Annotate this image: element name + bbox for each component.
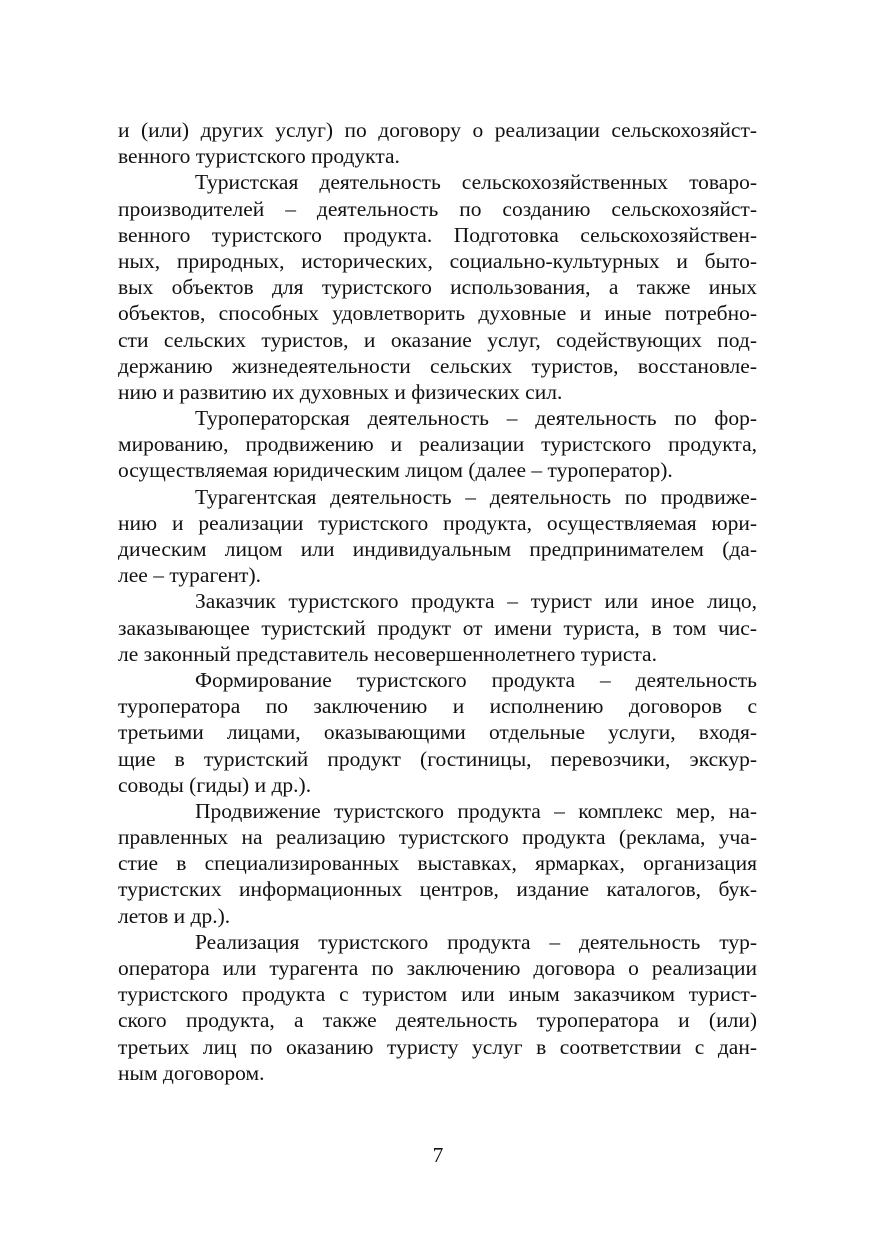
text-line: венного туристского продукта. Подготовка сельскохозяйствен- <box>118 222 757 247</box>
text-line: ле законный представитель несовершеннолетнего туриста. <box>118 641 657 666</box>
text-line: Реализация туристского продукта – деятельность тур- <box>195 929 757 954</box>
text-line: и (или) других услуг) по договору о реализации сельскохозяйст- <box>118 118 757 142</box>
text-line: туристских информационных центров, издание каталогов, бук- <box>118 877 757 902</box>
text-line: нию и реализации туристского продукта, осуществляемая юри- <box>118 510 757 535</box>
text-line: лее – турагент). <box>118 563 261 588</box>
text-line: щие в туристский продукт (гостиницы, перевозчики, экскур- <box>118 746 757 771</box>
text-line: Формирование туристского продукта – деятельность <box>195 667 757 692</box>
text-line: ным договором. <box>118 1060 265 1085</box>
paragraph <box>118 169 757 405</box>
text-line: осуществляемая юридическим лицом (далее – туроператор). <box>118 458 673 483</box>
text-line: сти сельских туристов, и оказание услуг, содействующих под- <box>118 327 757 352</box>
text-line: летов и др.). <box>118 903 231 928</box>
text-line: третьих лиц по оказанию туристу услуг в соответствии с дан- <box>118 1034 757 1059</box>
text-line: производителей – деятельность по созданию сельскохозяйст- <box>118 196 757 221</box>
paragraph <box>118 405 757 484</box>
text-line: Турагентская деятельность – деятельность по продвиже- <box>195 484 757 509</box>
text-line: Туроператорская деятельность – деятельность по фор- <box>195 406 757 431</box>
text-line: ского продукта, а также деятельность туроператора и (или) <box>118 1008 757 1033</box>
text-line: дическим лицом или индивидуальным предпринимателем (да- <box>118 537 757 561</box>
text-line: туроператора по заключению и исполнению договоров с <box>118 694 757 719</box>
text-line: правленных на реализацию туристского продукта (реклама, уча- <box>118 825 757 850</box>
text-line: нию и развитию их духовных и физических сил. <box>118 379 563 404</box>
paragraph <box>118 588 757 667</box>
text-line: туристского продукта с туристом или иным заказчиком турист- <box>118 982 757 1007</box>
text-line: Продвижение туристского продукта – комплекс мер, на- <box>195 798 757 823</box>
text-line: Заказчик туристского продукта – турист или иное лицо, <box>195 589 757 614</box>
text-line: соводы (гиды) и др.). <box>118 772 312 797</box>
paragraph <box>118 929 757 1086</box>
text-line: стие в специализированных выставках, ярмарках, организация <box>118 851 757 876</box>
text-line: держанию жизнедеятельности сельских туристов, восстановле- <box>118 353 757 378</box>
page-body <box>118 117 757 1086</box>
text-line: объектов, способных удовлетворить духовные и иные потребно- <box>118 301 757 326</box>
text-line: заказывающее туристский продукт от имени туриста, в том чис- <box>118 615 757 640</box>
paragraph <box>118 667 757 798</box>
text-line: вых объектов для туристского использования, а также иных <box>118 275 757 300</box>
text-line: ных, природных, исторических, социально-культурных и быто- <box>118 248 757 273</box>
paragraph <box>118 484 757 589</box>
page-number: 7 <box>432 1143 444 1167</box>
text-line: венного туристского продукта. <box>118 144 400 169</box>
text-line: Туристская деятельность сельскохозяйственных товаро- <box>195 170 757 195</box>
text-line: мированию, продвижению и реализации туристского продукта, <box>118 432 757 457</box>
text-line: оператора или турагента по заключению договора о реализации <box>118 956 757 980</box>
text-line: третьими лицами, оказывающими отдельные услуги, входя- <box>118 720 757 745</box>
paragraph <box>118 798 757 929</box>
paragraph <box>118 117 757 169</box>
